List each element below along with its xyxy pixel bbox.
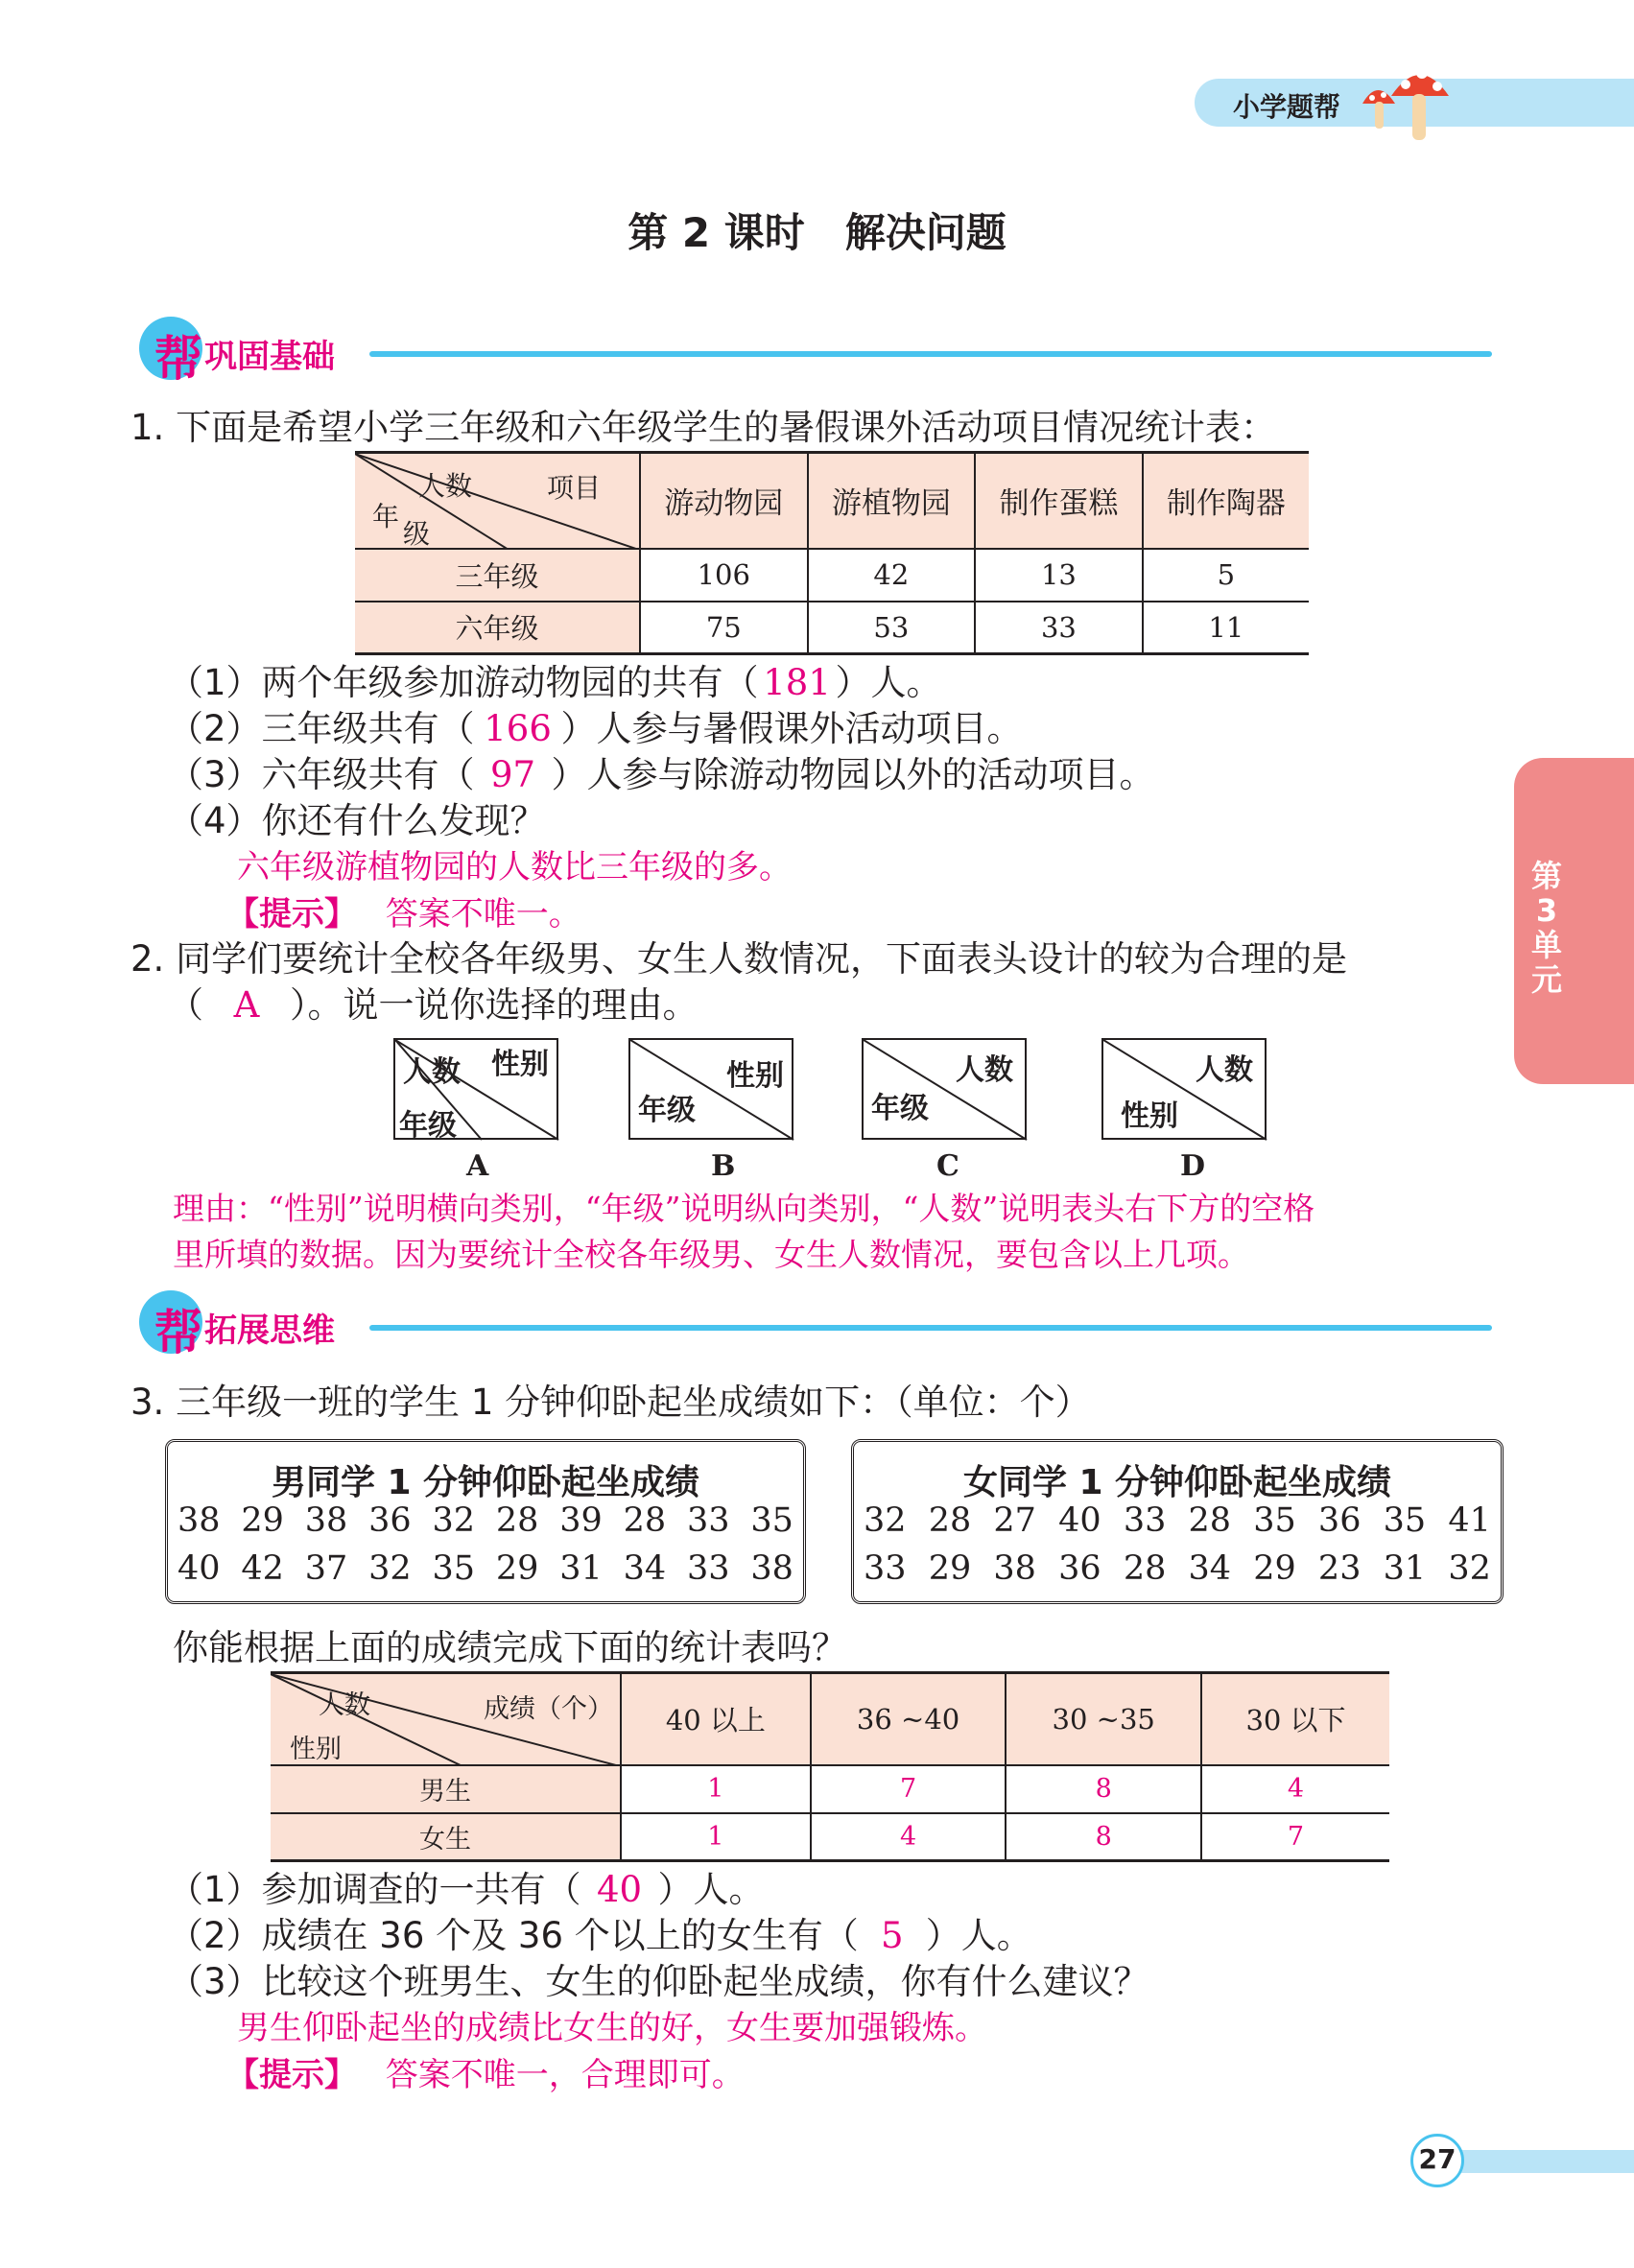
option-c-label: C: [936, 1149, 959, 1183]
corner-score: 成绩（个）: [484, 1694, 613, 1724]
table-cell: 4: [811, 1813, 1006, 1861]
q3-sub1: （1）参加调查的一共有（ 40 ）人。: [168, 1867, 765, 1913]
girls-score-row-2: 33 29 38 36 28 34 29 23 31 32: [864, 1549, 1491, 1588]
answer-blank: 5: [880, 1915, 904, 1956]
option-c-grade: 年级: [871, 1092, 929, 1125]
q3-prompt: 你能根据上面的成绩完成下面的统计表吗？: [173, 1627, 847, 1668]
option-a-gender: 性别: [491, 1048, 549, 1081]
section-title: 拓展思维: [204, 1311, 335, 1350]
q1-stem: 1. 下面是希望小学三年级和六年级学生的暑假课外活动项目情况统计表：: [130, 407, 1277, 448]
table-cell: 13: [975, 549, 1143, 602]
answer-blank: 166: [484, 708, 552, 749]
row-label: 女生: [271, 1813, 621, 1861]
option-a-people: 人数: [403, 1055, 461, 1089]
q2-reason-1: 理由：“性别”说明横向类别，“年级”说明纵向类别，“人数”说明表头右下方的空格: [173, 1190, 1315, 1227]
q3-sub3: （3）比较这个班男生、女生的仰卧起坐成绩，你有什么建议？: [168, 1961, 1149, 2002]
lesson-title: 第 2 课时 解决问题: [628, 209, 1006, 256]
option-d-box: [1101, 1038, 1267, 1140]
option-d-people: 人数: [1196, 1053, 1253, 1087]
answer-blank: 97: [490, 754, 536, 795]
table-cell: 42: [808, 549, 976, 602]
corner-grade-1: 年: [372, 501, 400, 532]
option-b-gender: 性别: [726, 1059, 784, 1093]
mushroom-icon: [1353, 56, 1458, 147]
corner-people: 人数: [418, 470, 473, 502]
q3-stem: 3. 三年级一班的学生 1 分钟仰卧起坐成绩如下：（单位：个）: [130, 1382, 1091, 1423]
table-cell: 7: [811, 1765, 1006, 1813]
corner-item: 项目: [547, 472, 602, 504]
boys-score-row-1: 38 29 38 36 32 28 39 28 33 35: [178, 1501, 793, 1540]
q2-reason-2: 里所填的数据。因为要统计全校各年级男、女生人数情况，要包含以上几项。: [173, 1236, 1249, 1273]
boys-score-row-2: 40 42 37 32 35 29 31 34 33 38: [178, 1549, 793, 1588]
answer-blank: A: [233, 984, 260, 1026]
answer-blank: 40: [597, 1869, 643, 1910]
brand-label: 小学题帮: [1233, 91, 1341, 123]
table-cell: 1: [621, 1765, 811, 1813]
option-a-box: [393, 1038, 558, 1143]
option-b-label: B: [711, 1149, 736, 1183]
corner-grade-2: 级: [403, 518, 431, 550]
table-header: 30 ~35: [1006, 1673, 1201, 1765]
boys-score-title: 男同学 1 分钟仰卧起坐成绩: [271, 1463, 700, 1502]
option-d-gender: 性别: [1121, 1099, 1178, 1133]
unit-tab-label: 第 3 单 元: [1530, 858, 1562, 998]
option-c-box: [862, 1038, 1027, 1140]
q2-line2: （ A ）。说一说你选择的理由。: [168, 982, 699, 1028]
table-header: 30 以下: [1201, 1673, 1389, 1765]
boys-score-box: [165, 1439, 806, 1604]
q3-table: [271, 1671, 1389, 1862]
table-header: 制作蛋糕: [975, 453, 1143, 549]
table-cell: 106: [640, 549, 808, 602]
table-row: [271, 1813, 1389, 1861]
section-extend-header: [139, 1290, 1492, 1358]
q1-sub1: （1）两个年级参加游动物园的共有（ 181 ）人。: [168, 660, 942, 706]
page-number: 27: [1418, 2143, 1456, 2175]
q1-answer: 六年级游植物园的人数比三年级的多。: [237, 848, 792, 886]
section-basic-header: [139, 317, 1492, 387]
table-header: 制作陶器: [1143, 453, 1309, 549]
table-cell: 4: [1201, 1765, 1389, 1813]
option-a-label: A: [466, 1149, 489, 1183]
option-c-people: 人数: [956, 1053, 1013, 1087]
section-bang: 帮: [154, 1305, 202, 1360]
q1-sub3: （3）六年级共有（ 97 ）人参与除游动物园以外的活动项目。: [168, 752, 1155, 798]
footer-bar: [1439, 2150, 1634, 2173]
table-header: 40 以上: [621, 1673, 811, 1765]
q1-sub4: （4）你还有什么发现？: [168, 800, 546, 841]
table-row: [355, 549, 1309, 602]
row-label: 男生: [271, 1765, 621, 1813]
option-d-label: D: [1180, 1149, 1206, 1183]
table-row: [355, 602, 1309, 654]
table-row: [271, 1765, 1389, 1813]
girls-score-row-1: 32 28 27 40 33 28 35 36 35 41: [864, 1501, 1491, 1540]
table-cell: 53: [808, 602, 976, 654]
row-label: 三年级: [355, 549, 640, 602]
table-cell: 7: [1201, 1813, 1389, 1861]
corner-gender: 性别: [290, 1735, 342, 1764]
answer-blank: 181: [763, 662, 831, 703]
girls-score-box: [851, 1439, 1504, 1604]
table-cell: 1: [621, 1813, 811, 1861]
row-label: 六年级: [355, 602, 640, 654]
girls-score-title: 女同学 1 分钟仰卧起坐成绩: [962, 1463, 1392, 1502]
table-cell: 11: [1143, 602, 1309, 654]
q3-answer: 男生仰卧起坐的成绩比女生的好，女生要加强锻炼。: [237, 2009, 987, 2047]
table-corner: [355, 453, 640, 549]
table-cell: 75: [640, 602, 808, 654]
table-cell: 33: [975, 602, 1143, 654]
q3-hint: 【提示】 答案不唯一，合理即可。: [226, 2056, 745, 2094]
q2-stem: 2. 同学们要统计全校各年级男、女生人数情况，下面表头设计的较为合理的是: [130, 938, 1348, 980]
q1-sub2: （2）三年级共有（ 166 ）人参与暑假课外活动项目。: [168, 706, 1023, 752]
corner-people: 人数: [319, 1690, 370, 1720]
option-a-grade: 年级: [399, 1109, 457, 1143]
table-corner: [271, 1673, 621, 1765]
table-cell: 8: [1006, 1813, 1201, 1861]
q1-hint: 【提示】 答案不唯一。: [226, 895, 581, 933]
section-rule: [369, 1325, 1492, 1331]
section-bang: 帮: [154, 331, 202, 387]
table-cell: 5: [1143, 549, 1309, 602]
option-b-grade: 年级: [638, 1094, 696, 1127]
table-cell: 8: [1006, 1765, 1201, 1813]
table-header: 36 ~40: [811, 1673, 1006, 1765]
q3-sub2: （2）成绩在 36 个及 36 个以上的女生有（ 5 ）人。: [168, 1913, 1032, 1959]
option-b-box: [628, 1038, 793, 1140]
section-title: 巩固基础: [204, 338, 335, 376]
q1-table: [355, 451, 1309, 655]
table-header: 游植物园: [808, 453, 976, 549]
section-rule: [369, 351, 1492, 357]
table-header: 游动物园: [640, 453, 808, 549]
